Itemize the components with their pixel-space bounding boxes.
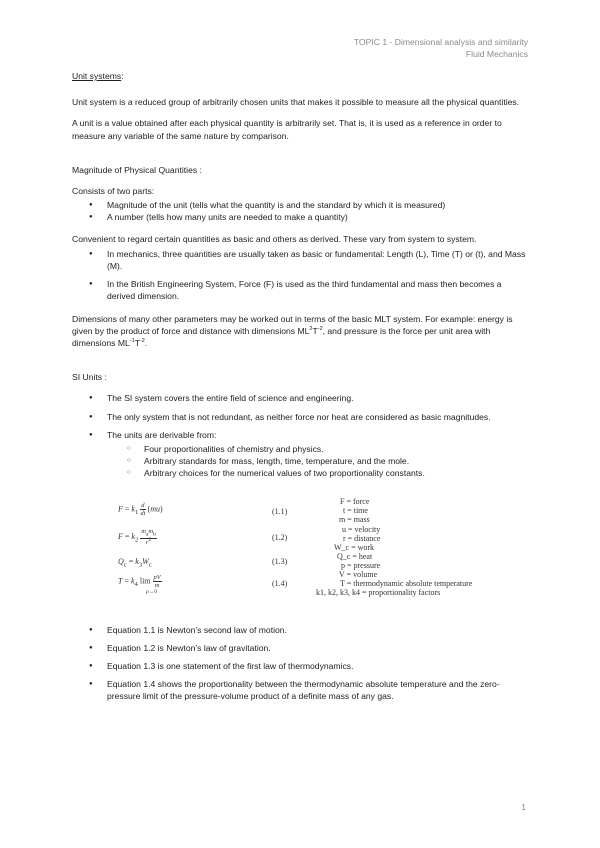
equation-number: (1.2) xyxy=(272,532,288,542)
list-item: ● Equation 1.1 is Newton’s second law of motion. xyxy=(72,624,528,636)
dimensions-paragraph: Dimensions of many other parameters may be worked out in terms of the basic MLT system. For example: energy is given by the product of force and distance with dimensions $ML^2T^{-2}$, and pressure is the force per unit area with dimensions $ML^{-1}T^{-2}$. xyxy=(72,313,513,349)
list-item: ● The SI system covers the entire field of science and engineering. xyxy=(72,392,528,404)
equation-number: (1.4) xyxy=(272,578,288,588)
unit-definition: A unit is a value obtained after each physical quantity is arbitrarily set. That is, it is used as a reference in order to measure any variable of the same nature by comparison. xyxy=(72,118,502,141)
list-item: ● Equation 1.3 is one statement of the first law of thermodynamics. xyxy=(72,660,528,672)
definition-item: t = time xyxy=(343,505,368,515)
equation-1-2: $F = k_2$ $\frac{m_am_b}{r^2}$ xyxy=(118,527,156,546)
list-item: ● In the British Engineering System, Force (F) is used as the third fundamental and mass then becomes a derived dimension. xyxy=(72,278,528,302)
consists-text: Consists of two parts: xyxy=(72,186,155,197)
page-header xyxy=(354,36,528,60)
systems-list xyxy=(72,248,528,303)
sub-list-item: ○ Arbitrary standards for mass, length, time, temperature, and the mole. xyxy=(107,455,528,467)
list-item: ● The only system that is not redundant, as neither force nor heat are considered as basic magnitudes. xyxy=(72,411,528,423)
unit-systems-heading: Unit systems: xyxy=(72,71,124,81)
list-item: ● A number (tells how many units are needed to make a quantity) xyxy=(72,211,528,223)
parts-list xyxy=(72,199,528,223)
definition-item: T = thermodynamic absolute temperature xyxy=(340,578,473,588)
equation-1-1: $F = k_1$ $\frac{d}{dt}$ (mu) xyxy=(118,501,163,517)
sub-list-item: ○ Arbitrary choices for the numerical values of two proportionality constants. xyxy=(107,467,528,479)
definition-item: u = velocity xyxy=(342,524,381,534)
header-topic: TOPIC 1 - Dimensional analysis and similarity xyxy=(353,37,528,47)
equation-1-4: $T = k_4$ lim $\frac{pV}{m}$ p→0 xyxy=(118,573,161,595)
list-item: ● In mechanics, three quantities are usually taken as basic or fundamental: Length (L), Time (T) or (t), and Mass (M). xyxy=(72,248,528,272)
magnitude-heading: Magnitude of Physical Quantities : xyxy=(72,164,202,175)
page-number: 1 xyxy=(521,802,526,812)
equations-figure xyxy=(118,496,528,614)
definition-item: F = force xyxy=(340,496,370,506)
equation-number: (1.3) xyxy=(272,556,288,566)
equation-1-3: $Q_c = k_3W_c$ xyxy=(118,556,152,569)
definition-item: V = volume xyxy=(339,569,378,579)
list-item: ● Equation 1.4 shows the proportionality between the thermodynamic absolute temperature and the zero-pressure limit of the pressure-volume product of a definite mass of any gas. xyxy=(72,678,528,702)
convenient-text: Convenient to regard certain quantities as basic and others as derived. These vary from system to system. xyxy=(72,233,477,244)
definition-item: Q_c = heat xyxy=(337,551,373,561)
definition-item: r = distance xyxy=(343,533,381,543)
si-units-heading: SI Units : xyxy=(72,372,107,383)
definition-item: m = mass xyxy=(339,514,370,524)
definition-item: W_c = work xyxy=(334,542,375,552)
definition-item: k1, k2, k3, k4 = proportionality factors xyxy=(316,587,441,597)
unit-system-definition: Unit system is a reduced group of arbitrarily chosen units that makes it possible to measure all the physical quantities. xyxy=(72,97,520,108)
derivable-sublist xyxy=(107,443,528,480)
si-units-list xyxy=(72,392,528,479)
equation-number: (1.1) xyxy=(272,506,288,516)
page-content xyxy=(72,70,528,709)
header-course: Fluid Mechanics xyxy=(465,49,528,59)
equation-notes-list xyxy=(72,624,528,703)
sub-list-item: ○ Four proportionalities of chemistry and physics. xyxy=(107,443,528,455)
list-item: ● Equation 1.2 is Newton’s law of gravitation. xyxy=(72,642,528,654)
list-item: ● The units are derivable from: ○ Four proportionalities of chemistry and physics. ○ Arbitrary standards for mass, length, time, temperature, and the mole. ○ Arbitrary choices for the numerical values of two proportionality constants. xyxy=(72,429,528,480)
definition-item: p = pressure xyxy=(341,560,381,570)
list-item: ● Magnitude of the unit (tells what the quantity is and the standard by which it is measured) xyxy=(72,199,528,211)
